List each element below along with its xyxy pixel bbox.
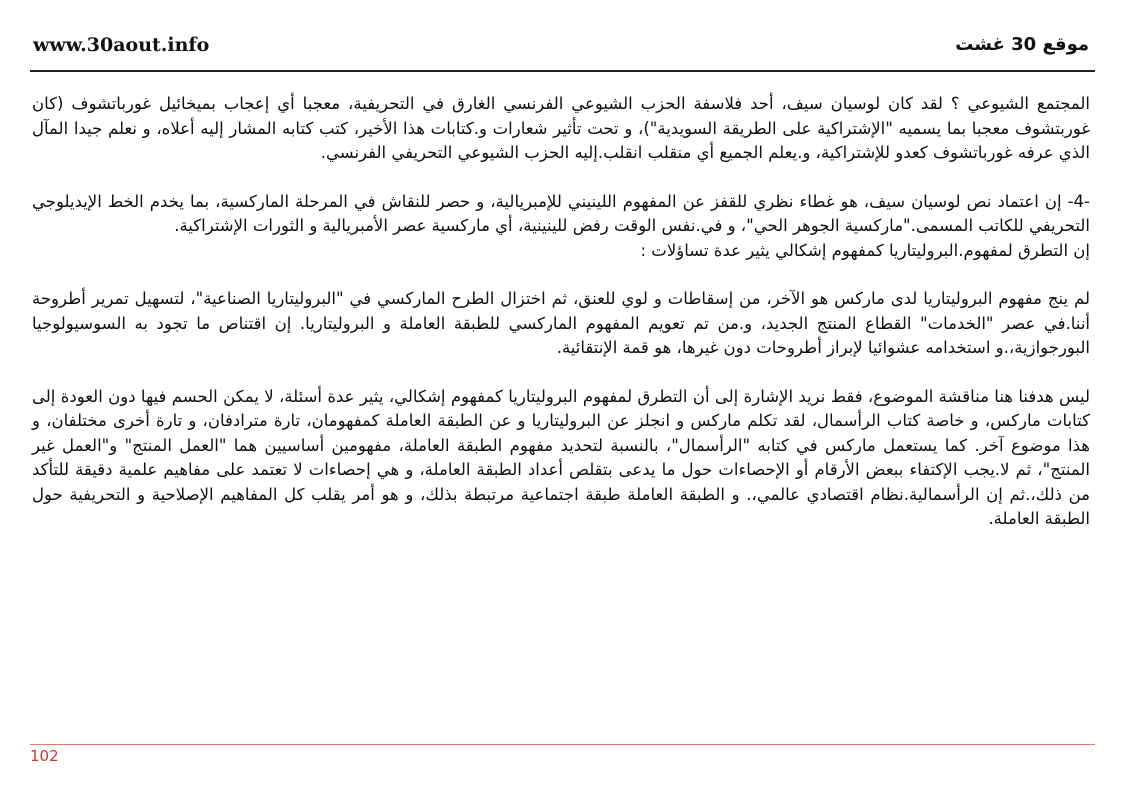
page-header xyxy=(33,30,1089,70)
paragraph-3: إن التطرق لمفهوم.البروليتاريا كمفهوم إشكالي يثير عدة تساؤلات : xyxy=(640,240,1090,260)
page-number: 102 xyxy=(30,747,59,765)
paragraph-2: -4- إن اعتماد نص لوسيان سيف، هو غطاء نظري للقفز عن المفهوم اللينيني للإمبريالية، و حصر للنقاش في المرحلة الماركسية، بما يخدم الخط الإيديلوجي التحريفي للكاتب المسمى."ماركسية الجوهر الحي"، و في.نفس الوقت رفض للينينية، أي ماركسية عصر الأمبريالية و الثورات الإشتراكية. xyxy=(32,191,1090,235)
paragraph-5: ليس هدفنا هنا مناقشة الموضوع، فقط نريد الإشارة إلى أن التطرق لمفهوم البروليتاريا كمفهوم إشكالي، يثير عدة أسئلة، لا يمكن الحسم فيها دون العودة إلى كتابات ماركس، و خاصة كتاب الرأسمال، لقد تكلم ماركس و انجلز عن البروليتاريا و عن الطبقة العاملة كمفهومان، تارة مترادفان، و تارة أخرى مختلفان، و هذا موضوع آخر. كما يستعمل ماركس في كتابه "الرأسمال"، بالنسبة لتحديد مفهوم الطبقة العاملة، مفهومين أساسيين هما "العمل المنتج" و"العمل غير المنتج"، ثم لا.يجب الإكتفاء ببعض الأرقام أو الإحصاءات حول ما يدعى بتقلص أعداد الطبقة العاملة، و هي إحصاءات لا تعتمد على مفاهيم علمية دقيقة للتأكد من ذلك،.ثم إن الرأسمالية.نظام اقتصادي عالمي،. و الطبقة العاملة طبقة اجتماعية مرتبطة بذلك، و هو أمر يقلب كل المفاهيم الإصلاحية و التحريفية حول الطبقة العاملة. xyxy=(32,386,1090,528)
article-body xyxy=(32,92,1090,556)
paragraph-1: المجتمع الشيوعي ؟ لقد كان لوسيان سيف، أحد فلاسفة الحزب الشيوعي الفرنسي الغارق في التحريفية، معجبا أي إعجاب بميخائيل غورباتشوف (كان غوربتشوف معجبا بما يسميه "الإشتراكية على الطريقة السويدية")، و تحت تأثير شعارات و.كتابات هذا الأخير، كتب كتابه المشار إليه أعلاه، و نعلم جيدا المآل الذي عرفه غورباتشوف كعدو للإشتراكية، و.يعلم الجميع أي منقلب انقلب.إليه الحزب الشيوعي التحريفي الفرنسي. xyxy=(32,94,1090,162)
paragraph-4: لم ينج مفهوم البروليتاريا لدى ماركس هو الآخر، من إسقاطات و لوي للعنق، ثم اختزال الطرح الماركسي في "البروليتاريا الصناعية"، لتسهيل تمرير أطروحة أننا.في عصر "الخدمات" القطاع المنتج الجديد، و.من تم تعويم المفهوم الماركسي للطبقة العاملة و البروليتاريا. إن اقتناص ما تجود به السوسيولوجيا البورجوازية،.و استخدامه عشوائيا لإبراز أطروحات دون غيرها، هو قمة الإنتقائية. xyxy=(32,289,1090,357)
site-name: موقع 30 غشت xyxy=(955,34,1089,55)
footer-divider xyxy=(30,744,1095,745)
header-divider xyxy=(30,70,1095,72)
site-url[interactable]: www.30aout.info xyxy=(33,34,210,56)
